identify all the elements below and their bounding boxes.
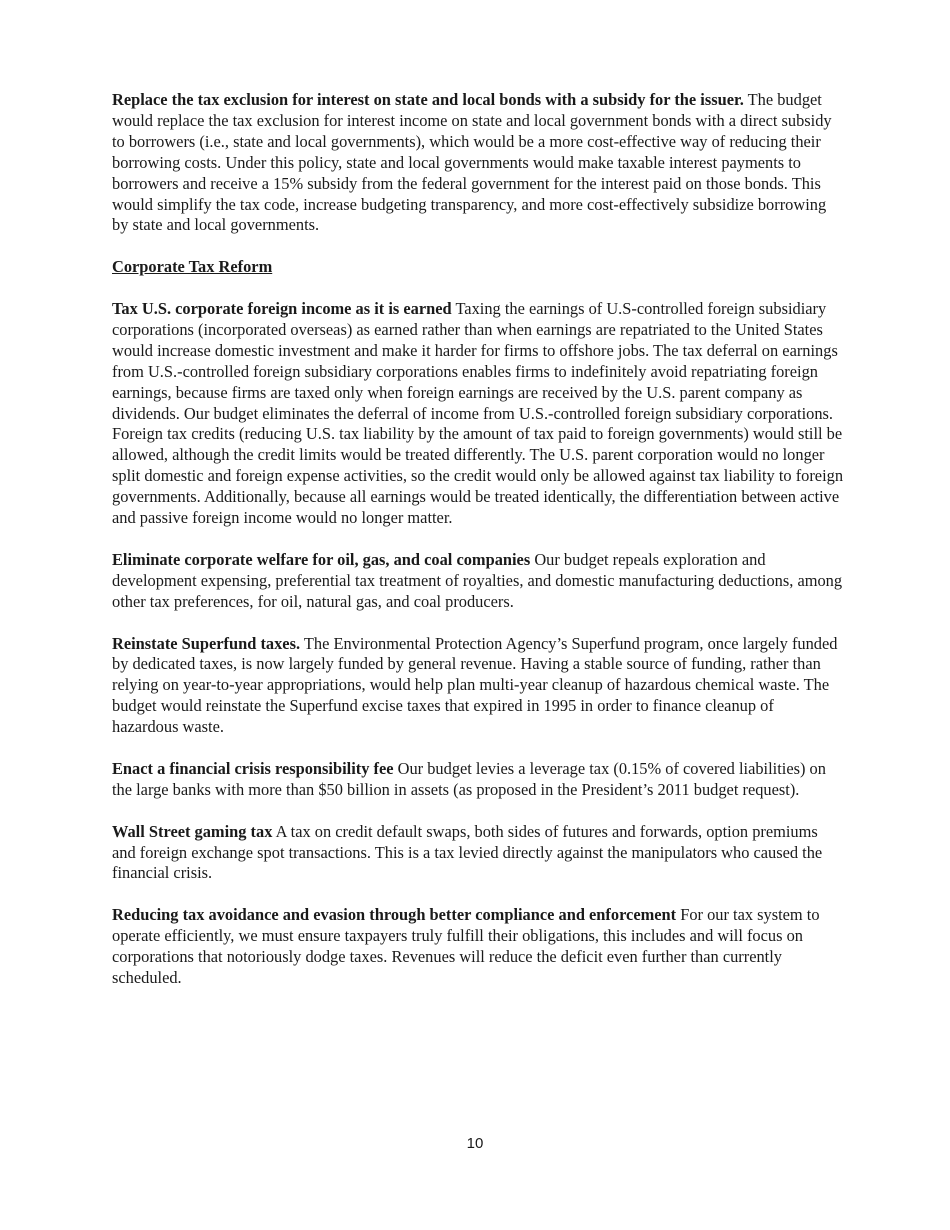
paragraph-body: The budget would replace the tax exclusion for interest income on state and local government bonds with a direct subsidy to borrowers (i.e., state and local governments), which would be a more cost-effective way of reducing their borrowing costs. Under this policy, state and local governments would make taxable interest payments to borrowers and receive a 15% subsidy from the federal government for the interest paid on those bonds. This would simplify the tax code, increase budgeting transparency, and more cost-effectively subsidize borrowing by state and local governments. xyxy=(112,90,832,235)
paragraph-heading: Reinstate Superfund taxes. xyxy=(112,633,301,653)
paragraph-body: For our tax system to operate efficiently, we must ensure taxpayers truly fulfill their obligations, this includes and will focus on corporations that notoriously dodge taxes. Revenues will reduce the deficit even further than currently scheduled. xyxy=(112,905,820,987)
paragraph-heading: Enact a financial crisis responsibility fee xyxy=(112,758,394,778)
paragraph-corporate-welfare xyxy=(112,550,844,613)
paragraph-heading: Reducing tax avoidance and evasion through better compliance and enforcement xyxy=(112,905,677,925)
paragraph-foreign-income xyxy=(112,299,844,529)
paragraph-heading: Wall Street gaming tax xyxy=(112,821,273,841)
document-page xyxy=(112,90,844,1010)
paragraph-heading: Replace the tax exclusion for interest on state and local bonds with a subsidy for the issuer. xyxy=(112,90,744,109)
paragraph-tax-avoidance xyxy=(112,905,844,989)
paragraph-body: Our budget repeals exploration and development expensing, preferential tax treatment of royalties, and domestic manufacturing deductions, among other tax preferences, for oil, natural gas, and coal producers. xyxy=(112,549,843,611)
paragraph-heading: Tax U.S. corporate foreign income as it is earned xyxy=(112,299,452,319)
paragraph-bond-subsidy xyxy=(112,90,844,236)
paragraph-body: The Environmental Protection Agency’s Superfund program, once largely funded by dedicated taxes, is now largely funded by general revenue. Having a stable source of funding, rather than relying on year-to-year appropriations, would help plan multi-year cleanup of hazardous chemical waste. The budget would reinstate the Superfund excise taxes that expired in 1995 in order to finance cleanup of hazardous waste. xyxy=(112,633,838,737)
paragraph-wall-street-tax xyxy=(112,822,844,885)
page-number: 10 xyxy=(466,1135,484,1152)
paragraph-superfund xyxy=(112,634,844,739)
paragraph-body: Our budget levies a leverage tax (0.15% of covered liabilities) on the large banks with more than $50 billion in assets (as proposed in the President’s 2011 budget request). xyxy=(112,758,826,799)
paragraph-body: A tax on credit default swaps, both sides of futures and forwards, option premiums and foreign exchange spot transactions. This is a tax levied directly against the manipulators who caused the financial crisis. xyxy=(112,821,823,883)
paragraph-heading: Eliminate corporate welfare for oil, gas, and coal companies xyxy=(112,549,531,569)
section-heading-corporate-tax-reform: Corporate Tax Reform xyxy=(112,257,273,277)
paragraph-crisis-fee xyxy=(112,759,844,801)
paragraph-body: Taxing the earnings of U.S-controlled foreign subsidiary corporations (incorporated overseas) as earned rather than when earnings are repatriated to the United States would increase domestic investment and make it harder for firms to offshore jobs. The tax deferral on earnings from U.S.-controlled foreign subsidiary corporations enables firms to indefinitely avoid repatriating foreign earnings, because firms are taxed only when foreign earnings are received by the U.S. parent company as dividends. Our budget eliminates the deferral of income from U.S.-controlled foreign subsidiary corporations. Foreign tax credits (reducing U.S. tax liability by the amount of tax paid to foreign governments) would still be allowed, although the credit limits would be treated differently. The U.S. parent corporation would no longer split domestic and foreign expense activities, so the credit would only be allowed against tax liability to foreign governments. Additionally, because all earnings would be treated identically, the differentiation between active and passive foreign income would no longer matter. xyxy=(112,299,844,528)
